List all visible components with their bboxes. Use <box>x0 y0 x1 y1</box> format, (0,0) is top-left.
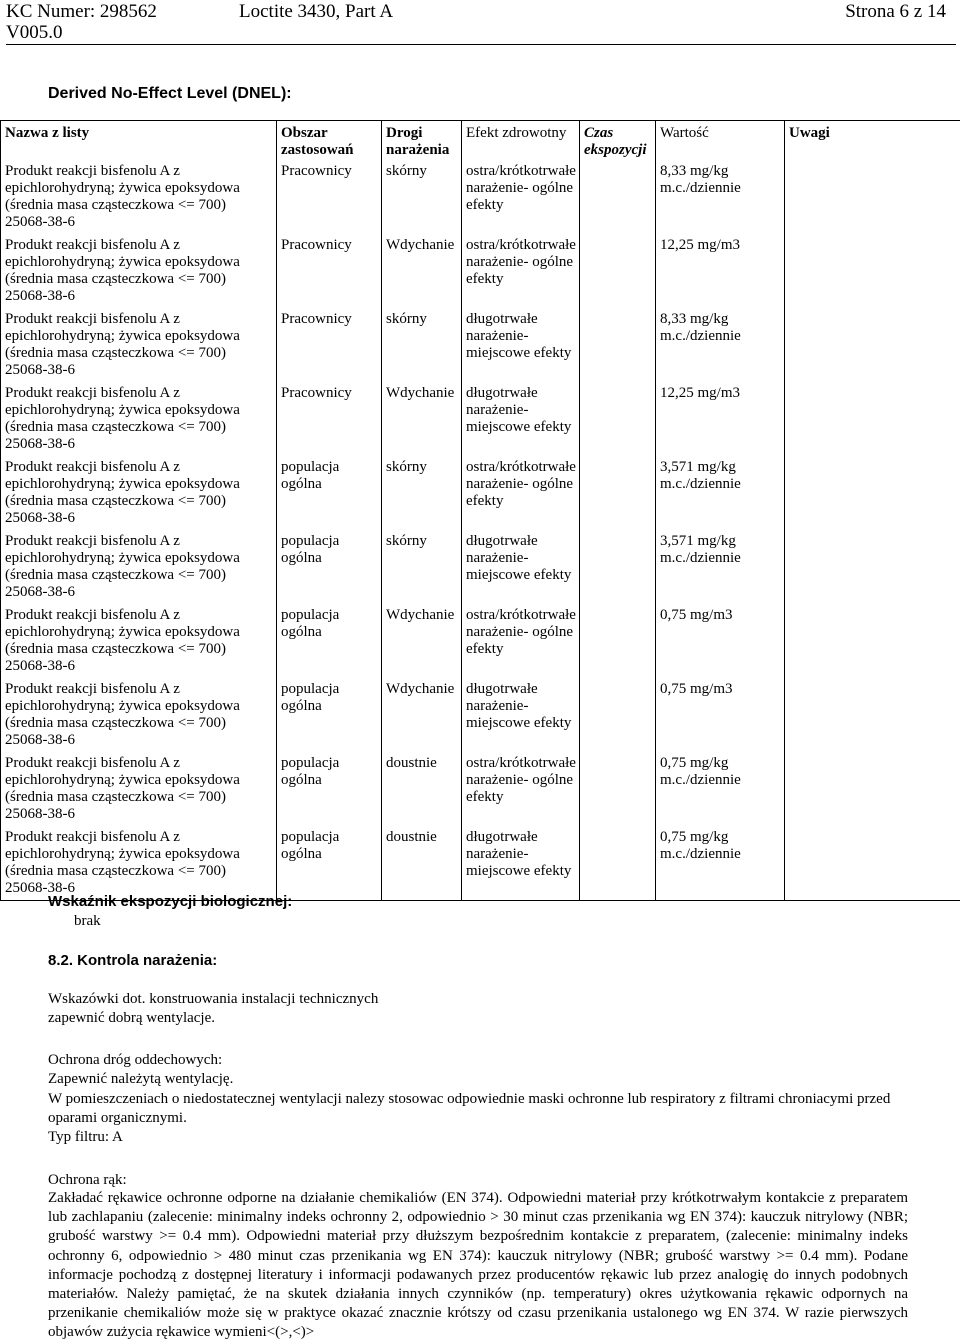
kc-number: KC Numer: 298562 <box>6 1 157 22</box>
cell-route: Wdychanie <box>382 382 462 456</box>
cell-time <box>580 604 656 678</box>
cell-time <box>580 456 656 530</box>
cell-area: Pracownicy <box>277 160 382 234</box>
cell-notes <box>785 160 960 234</box>
cell-name: Produkt reakcji bisfenolu A z epichlorohydryną; żywica epoksydowa (średnia masa cząsteczkowa <= 700) 25068-38-6 <box>1 382 277 456</box>
cell-area: populacja ogólna <box>277 604 382 678</box>
cell-notes <box>785 826 960 901</box>
col-header-route: Drogi narażenia <box>382 121 462 161</box>
cell-effect: długotrwałe narażenie- miejscowe efekty <box>462 678 580 752</box>
col-header-notes: Uwagi <box>785 121 960 161</box>
cell-area: Pracownicy <box>277 382 382 456</box>
cell-time <box>580 530 656 604</box>
section-8-2-title: 8.2. Kontrola narażenia: <box>48 952 218 969</box>
cell-value: 12,25 mg/m3 <box>656 382 785 456</box>
cell-name: Produkt reakcji bisfenolu A z epichlorohydryną; żywica epoksydowa (średnia masa cząsteczkowa <= 700) 25068-38-6 <box>1 308 277 382</box>
cell-notes <box>785 382 960 456</box>
cell-notes <box>785 530 960 604</box>
cell-area: populacja ogólna <box>277 456 382 530</box>
cell-notes <box>785 456 960 530</box>
version: V005.0 <box>6 22 63 43</box>
dnel-table <box>0 120 960 901</box>
cell-name: Produkt reakcji bisfenolu A z epichlorohydryną; żywica epoksydowa (średnia masa cząsteczkowa <= 700) 25068-38-6 <box>1 752 277 826</box>
table-row <box>1 826 960 901</box>
cell-value: 3,571 mg/kg m.c./dziennie <box>656 456 785 530</box>
cell-value: 0,75 mg/kg m.c./dziennie <box>656 752 785 826</box>
cell-name: Produkt reakcji bisfenolu A z epichlorohydryną; żywica epoksydowa (średnia masa cząsteczkowa <= 700) 25068-38-6 <box>1 234 277 308</box>
cell-route: Wdychanie <box>382 604 462 678</box>
cell-area: Pracownicy <box>277 234 382 308</box>
cell-time <box>580 234 656 308</box>
cell-name: Produkt reakcji bisfenolu A z epichlorohydryną; żywica epoksydowa (średnia masa cząsteczkowa <= 700) 25068-38-6 <box>1 678 277 752</box>
col-header-time: Czas ekspozycji <box>580 121 656 161</box>
cell-route: doustnie <box>382 826 462 901</box>
tech-heading: Wskazówki dot. konstruowania instalacji technicznych <box>48 991 379 1007</box>
cell-route: doustnie <box>382 752 462 826</box>
cell-route: Wdychanie <box>382 234 462 308</box>
cell-route: skórny <box>382 160 462 234</box>
cell-time <box>580 752 656 826</box>
cell-route: skórny <box>382 530 462 604</box>
cell-effect: długotrwałe narażenie- miejscowe efekty <box>462 826 580 901</box>
cell-time <box>580 160 656 234</box>
col-header-area: Obszar zastosowań <box>277 121 382 161</box>
tech-text: zapewnić dobrą wentylacje. <box>48 1010 215 1026</box>
cell-notes <box>785 234 960 308</box>
cell-value: 12,25 mg/m3 <box>656 234 785 308</box>
resp-line2: W pomieszczeniach o niedostatecznej wentylacji nalezy stosowac odpowiednie maski ochronne lub respiratory z filtrami chroniacymi przed oparami organicznymi. <box>48 1091 891 1126</box>
table-row <box>1 160 960 234</box>
cell-name: Produkt reakcji bisfenolu A z epichlorohydryną; żywica epoksydowa (średnia masa cząsteczkowa <= 700) 25068-38-6 <box>1 826 277 901</box>
cell-value: 0,75 mg/kg m.c./dziennie <box>656 826 785 901</box>
cell-name: Produkt reakcji bisfenolu A z epichlorohydryną; żywica epoksydowa (średnia masa cząsteczkowa <= 700) 25068-38-6 <box>1 160 277 234</box>
resp-heading: Ochrona dróg oddechowych: <box>48 1052 223 1068</box>
cell-name: Produkt reakcji bisfenolu A z epichlorohydryną; żywica epoksydowa (średnia masa cząsteczkowa <= 700) 25068-38-6 <box>1 604 277 678</box>
cell-notes <box>785 604 960 678</box>
col-header-name: Nazwa z listy <box>1 121 277 161</box>
table-row <box>1 456 960 530</box>
cell-area: populacja ogólna <box>277 678 382 752</box>
cell-value: 8,33 mg/kg m.c./dziennie <box>656 160 785 234</box>
cell-area: Pracownicy <box>277 308 382 382</box>
cell-notes <box>785 678 960 752</box>
bio-index-value: brak <box>74 913 101 929</box>
table-header-row <box>1 121 960 161</box>
cell-time <box>580 382 656 456</box>
table-row <box>1 234 960 308</box>
cell-effect: ostra/krótkotrwałe narażenie- ogólne efekty <box>462 234 580 308</box>
table-row <box>1 382 960 456</box>
cell-time <box>580 678 656 752</box>
cell-name: Produkt reakcji bisfenolu A z epichlorohydryną; żywica epoksydowa (średnia masa cząsteczkowa <= 700) 25068-38-6 <box>1 456 277 530</box>
cell-effect: ostra/krótkotrwałe narażenie- ogólne efekty <box>462 604 580 678</box>
page-header <box>6 0 956 45</box>
cell-route: Wdychanie <box>382 678 462 752</box>
cell-notes <box>785 308 960 382</box>
cell-effect: długotrwałe narażenie- miejscowe efekty <box>462 382 580 456</box>
bio-index-title: Wskaźnik ekspozycji biologicznej: <box>48 893 293 910</box>
table-row <box>1 752 960 826</box>
cell-area: populacja ogólna <box>277 530 382 604</box>
cell-effect: ostra/krótkotrwałe narażenie- ogólne efekty <box>462 160 580 234</box>
cell-value: 3,571 mg/kg m.c./dziennie <box>656 530 785 604</box>
col-header-value: Wartość <box>656 121 785 161</box>
cell-notes <box>785 752 960 826</box>
page-number: Strona 6 z 14 <box>845 1 946 22</box>
table-row <box>1 530 960 604</box>
cell-name: Produkt reakcji bisfenolu A z epichlorohydryną; żywica epoksydowa (średnia masa cząsteczkowa <= 700) 25068-38-6 <box>1 530 277 604</box>
cell-effect: ostra/krótkotrwałe narażenie- ogólne efekty <box>462 456 580 530</box>
hands-text: Zakładać rękawice ochronne odporne na działanie chemikaliów (EN 374). Odpowiedni materiał przy krótkotrwałym kontakcie z preparatem lub zachlapaniu (zalecenie: minimalny indeks ochronny 2, odpowiednio > 30 minut czas przenikania wg EN 374): kauczuk nitrylowy (NBR; grubość warstwy >= 0.4 mm). Odpowiedni materiał przy dłuższym bezpośrednim kontakcie z preparatem, (zalecenie: minimalny indeks ochronny 6, odpowiednio > 480 minut czas przenikania wg EN 374): kauczuk nitrylowy (NBR; grubość warstwy >= 0.4 mm). Podane informacje pochodzą z dostępnej literatury i informacji podawanych przez producentów rękawic lub przez analogię do innych podobnych materiałów. Należy pamiętać, że na skutek działania innych czynników (np. temperatury) okres użytkowania rękawic odpornych na przenikanie chemikaliów może się w praktyce okazać znacznie krótszy od czasu przenikania ustalonego wg EN 374. W razie pierwszych objawów zużycia rękawice wymieni<(>,<)> <box>48 1190 908 1341</box>
product-name: Loctite 3430, Part A <box>239 1 394 22</box>
dnel-title: Derived No-Effect Level (DNEL): <box>48 85 292 102</box>
filter-type: Typ filtru: A <box>48 1129 123 1145</box>
resp-line1: Zapewnić należytą wentylację. <box>48 1071 234 1087</box>
cell-effect: ostra/krótkotrwałe narażenie- ogólne efekty <box>462 752 580 826</box>
table-row <box>1 678 960 752</box>
cell-time <box>580 826 656 901</box>
table-row <box>1 604 960 678</box>
hands-heading: Ochrona rąk: <box>48 1172 127 1188</box>
cell-route: skórny <box>382 308 462 382</box>
cell-effect: długotrwałe narażenie- miejscowe efekty <box>462 308 580 382</box>
cell-value: 8,33 mg/kg m.c./dziennie <box>656 308 785 382</box>
cell-value: 0,75 mg/m3 <box>656 678 785 752</box>
cell-area: populacja ogólna <box>277 752 382 826</box>
cell-value: 0,75 mg/m3 <box>656 604 785 678</box>
cell-route: skórny <box>382 456 462 530</box>
col-header-effect: Efekt zdrowotny <box>462 121 580 161</box>
table-row <box>1 308 960 382</box>
cell-effect: długotrwałe narażenie- miejscowe efekty <box>462 530 580 604</box>
cell-area: populacja ogólna <box>277 826 382 901</box>
cell-time <box>580 308 656 382</box>
